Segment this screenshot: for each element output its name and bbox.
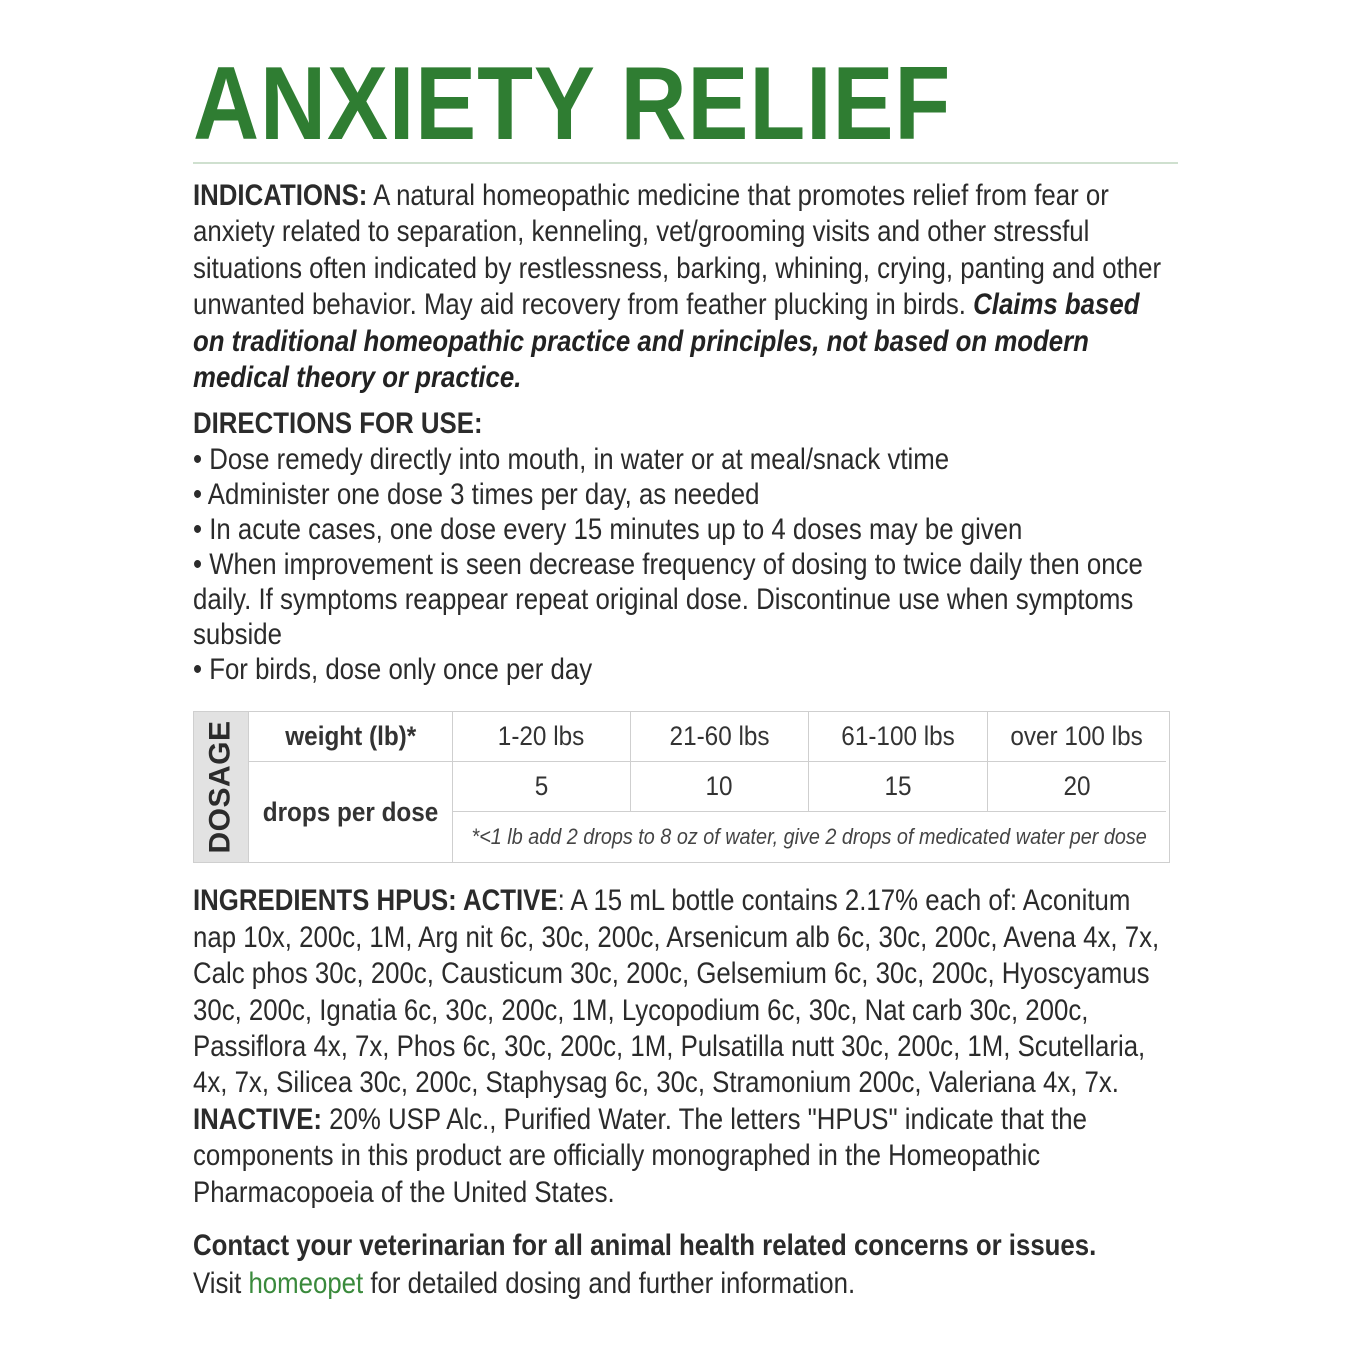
- drops-header: drops per dose: [262, 796, 439, 827]
- dosage-side-text: DOSAGE: [204, 720, 237, 854]
- contact-section: [193, 1227, 1178, 1303]
- drops-cell: 10: [630, 762, 808, 812]
- direction-item: • In acute cases, one dose every 15 minutes up to 4 doses may be given: [193, 513, 1023, 547]
- directions-list: [193, 442, 1178, 687]
- weight-header: weight (lb)*: [249, 712, 452, 762]
- indications-section: [193, 178, 1178, 396]
- indications-label: INDICATIONS:: [193, 179, 368, 212]
- indications-claim: Claims based on traditional homeopathic practice and principles, not based on modern medical theory or practice.: [193, 288, 1140, 395]
- contact-vet-notice: Contact your veterinarian for all animal health related concerns or issues.: [193, 1229, 1097, 1263]
- directions-label: DIRECTIONS FOR USE:: [193, 407, 483, 441]
- ingredients-section: [193, 883, 1178, 1211]
- dosage-side-label: [194, 712, 249, 862]
- direction-item: • Dose remedy directly into mouth, in water or at meal/snack vtime: [193, 443, 950, 477]
- inactive-text: 20% USP Alc., Purified Water. The letters "HPUS" indicate that the components in this product are officially monographed in the Homeopathic Pharmacopoeia of the United States.: [193, 1102, 1087, 1209]
- directions-section: [193, 406, 1178, 687]
- visit-line: [193, 1265, 1178, 1303]
- direction-item: • For birds, dose only once per day: [193, 653, 593, 687]
- title-divider: [193, 162, 1178, 164]
- drops-cell: 15: [808, 762, 987, 812]
- inactive-label: INACTIVE:: [193, 1102, 322, 1136]
- ingredients-label: INGREDIENTS HPUS: ACTIVE: [193, 884, 558, 918]
- drops-cell: 5: [452, 762, 630, 812]
- weight-cell: 21-60 lbs: [630, 712, 808, 762]
- direction-item: • Administer one dose 3 times per day, as needed: [193, 478, 760, 512]
- dosage-footnote: *<1 lb add 2 drops to 8 oz of water, give 2 drops of medicated water per dose: [452, 812, 1166, 862]
- dosage-table: [193, 711, 1170, 863]
- dosage-grid: [249, 712, 1169, 862]
- page-title: ANXIETY RELIEF: [193, 46, 952, 162]
- drops-cell: 20: [987, 762, 1166, 812]
- indications-text: A natural homeopathic medicine that promotes relief from fear or anxiety related to separation, kenneling, vet/grooming visits and other stressful situations often indicated by restlessness, barking, whining, crying, panting and other unwanted behavior. May aid recovery from feather plucking in birds.: [193, 179, 1162, 322]
- visit-prefix: Visit: [193, 1267, 249, 1301]
- direction-item: • When improvement is seen decrease frequency of dosing to twice daily then once daily. If symptoms reappear repeat original dose. Discontinue use when symptoms subside: [193, 548, 1143, 652]
- visit-suffix: for detailed dosing and further information.: [363, 1267, 856, 1301]
- weight-cell: over 100 lbs: [987, 712, 1166, 762]
- homeopet-link[interactable]: homeopet: [248, 1267, 364, 1301]
- label-content: [193, 46, 1178, 1303]
- weight-cell: 61-100 lbs: [808, 712, 987, 762]
- ingredients-text: : A 15 mL bottle contains 2.17% each of: Aconitum nap 10x, 200c, 1M, Arg nit 6c, 30c, 200c, Arsenicum alb 6c, 30c, 200c, Avena 4x, 7x, Calc phos 30c, 200c, Causticum 30c, 200c, Gelsemium 6c, 30c, 200c, Hyoscyamus 30c, 200c, Ignatia 6c, 30c, 200c, 1M, Lycopodium 6c, 30c, Nat carb 30c, 200c, Passiflora 4x, 7x, Phos 6c, 30c, 200c, 1M, Pulsatilla nutt 30c, 200c, 1M, Scutellaria, 4x, 7x, Silicea 30c, 200c, Staphysag 6c, 30c, Stramonium 200c, Valeriana 4x, 7x.: [193, 884, 1160, 1100]
- weight-cell: 1-20 lbs: [452, 712, 630, 762]
